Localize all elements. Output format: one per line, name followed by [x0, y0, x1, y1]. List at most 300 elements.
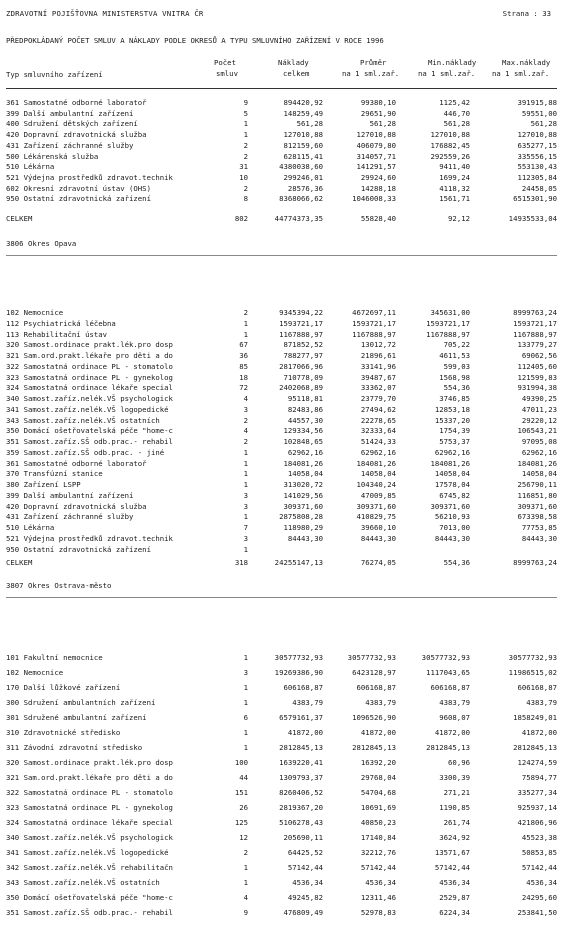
cell-min: 292559,26	[430, 151, 470, 161]
total-cost: 24255147,13	[274, 558, 323, 567]
cell-cost: 8260406,52	[279, 788, 323, 797]
cell-cost: 710778,09	[283, 372, 323, 382]
cell-avg: 606168,87	[356, 683, 396, 692]
cell-cost: 205690,11	[283, 833, 323, 842]
table-row	[6, 491, 557, 501]
cell-cost: 4536,34	[292, 878, 323, 887]
cell-min: 4383,79	[439, 698, 470, 707]
table-row	[6, 534, 557, 544]
organization-name: ZDRAVOTNÍ POJIŠŤOVNA MINISTERSTVA VNITRA ČR	[6, 9, 204, 18]
cell-avg: 22278,65	[360, 415, 396, 425]
cell-type: 310 Zdravotnické středisko	[6, 728, 121, 737]
cell-max: 635277,15	[517, 140, 557, 150]
table-row	[6, 818, 557, 828]
cell-type: 311 Závodní zdravotní středisko	[6, 743, 143, 752]
cell-max: 14058,04	[521, 469, 557, 479]
cell-cost: 6579161,37	[279, 713, 323, 722]
cell-max: 6515301,90	[513, 194, 557, 204]
cell-type: 322 Samostatná ordinace PL - stomatolo	[6, 361, 173, 371]
table-row	[6, 459, 557, 469]
cell-avg: 29768,04	[360, 773, 396, 782]
cell-type: 170 Další lůžkové zařízení	[6, 683, 121, 692]
cell-min: 4536,34	[439, 878, 470, 887]
table-row	[6, 833, 557, 843]
table-row	[6, 893, 557, 903]
table-row	[6, 788, 557, 798]
cell-type: 341 Samost.zaříz.nelék.VŠ logopedické	[6, 404, 169, 414]
table-row	[6, 162, 557, 172]
table-row	[6, 773, 557, 783]
cell-min: 4118,32	[439, 183, 470, 193]
cell-max: 133779,27	[517, 340, 557, 350]
cell-min: 1167888,97	[426, 329, 470, 339]
cell-count: 31	[239, 162, 248, 172]
cell-max: 75894,77	[521, 773, 557, 782]
cell-cost: 129334,56	[283, 426, 323, 436]
cell-count: 9	[243, 98, 248, 107]
cell-max: 106543,21	[517, 426, 557, 436]
cell-type: 112 Psychiatrická léčebna	[6, 318, 116, 328]
cell-min: 1190,85	[439, 803, 470, 812]
cell-max: 931994,38	[517, 383, 557, 393]
cell-type: 399 Další ambulantní zařízení	[6, 108, 134, 118]
cell-type: 301 Sdružené ambulantní zařízení	[6, 713, 147, 722]
cell-max: 391915,88	[517, 98, 557, 107]
cell-count: 1	[243, 119, 248, 129]
cell-cost: 561,28	[296, 119, 323, 129]
cell-type: 510 Lékárna	[6, 523, 55, 532]
table-row	[6, 405, 557, 415]
cell-cost: 4380038,60	[279, 162, 323, 172]
table-row	[6, 863, 557, 873]
cell-max: 925937,14	[517, 803, 557, 812]
cell-count: 1	[243, 728, 248, 737]
cell-cost: 84443,30	[287, 533, 323, 543]
col-max-header-2: na 1 sml.zař.	[492, 69, 550, 78]
cell-type: 350 Domácí ošetřovatelská péče "home-c	[6, 893, 173, 902]
total-max: 14935533,04	[508, 214, 557, 223]
cell-count: 125	[234, 818, 248, 827]
cell-avg: 39660,10	[360, 523, 396, 532]
cell-count: 1	[243, 447, 248, 457]
cell-cost: 44557,30	[287, 415, 323, 425]
cell-count: 2	[243, 308, 248, 317]
cell-avg: 127010,88	[356, 130, 396, 140]
cell-max: 127010,88	[517, 130, 557, 140]
cell-max: 421806,96	[517, 818, 557, 827]
cell-type: 399 Další ambulantní zařízení	[6, 490, 134, 500]
cell-count: 2	[243, 437, 248, 446]
cell-count: 2	[243, 848, 248, 857]
section-title-ostrava: 3807 Okres Ostrava-město	[6, 581, 112, 590]
cell-cost: 476809,49	[283, 908, 323, 917]
cell-count: 3	[243, 668, 248, 677]
cell-avg: 16392,20	[360, 758, 396, 767]
cell-max: 84443,30	[521, 533, 557, 543]
cell-cost: 313020,72	[283, 480, 323, 489]
cell-max: 1858249,01	[513, 713, 557, 722]
cell-cost: 812159,60	[283, 140, 323, 150]
cell-min: 309371,60	[430, 501, 470, 511]
cell-avg: 104340,24	[356, 480, 396, 489]
cell-max: 309371,60	[517, 501, 557, 511]
cell-cost: 127010,88	[283, 130, 323, 140]
cell-max: 116851,80	[517, 490, 557, 500]
cell-max: 62962,16	[521, 447, 557, 457]
cell-min: 1754,39	[439, 426, 470, 436]
cell-cost: 2812845,13	[279, 743, 323, 752]
cell-count: 67	[239, 340, 248, 350]
cell-avg: 14058,04	[360, 469, 396, 479]
table-row	[6, 743, 557, 753]
cell-avg: 4536,34	[365, 878, 396, 887]
total-cost: 44774373,35	[274, 214, 323, 223]
table-row	[6, 330, 557, 340]
cell-avg: 27494,62	[360, 404, 396, 414]
col-min-header-1: Min.náklady	[428, 58, 477, 67]
cell-type: 950 Ostatní zdravotnická zařízení	[6, 544, 151, 554]
cell-count: 10	[239, 172, 248, 182]
cell-avg: 4672697,11	[352, 308, 396, 317]
cell-min: 271,21	[443, 788, 470, 797]
col-count-header-2: smluv	[216, 69, 238, 78]
cell-cost: 41872,00	[287, 728, 323, 737]
cell-cost: 19269386,90	[274, 668, 323, 677]
cell-count: 12	[239, 833, 248, 842]
cell-type: 400 Sdružení dětských zařízení	[6, 119, 138, 129]
table-row	[6, 319, 557, 329]
cell-min: 2529,87	[439, 893, 470, 902]
cell-max: 553130,43	[517, 162, 557, 172]
table-row	[6, 803, 557, 813]
cell-avg: 6423128,97	[352, 668, 396, 677]
cell-count: 8	[243, 194, 248, 204]
cell-cost: 141029,56	[283, 490, 323, 500]
cell-min: 57142,44	[434, 863, 470, 872]
cell-count: 85	[239, 361, 248, 371]
cell-min: 127010,88	[430, 130, 470, 140]
table-row	[6, 426, 557, 436]
cell-max: 2812845,13	[513, 743, 557, 752]
cell-type: 359 Samost.zaříz.SŠ odb.prac. - jiné	[6, 447, 165, 457]
table-row	[6, 848, 557, 858]
cell-count: 1	[243, 653, 248, 662]
cell-min: 1561,71	[439, 194, 470, 204]
cell-type: 350 Domácí ošetřovatelská péče "home-c	[6, 426, 173, 436]
cell-cost: 2402068,89	[279, 383, 323, 393]
cell-cost: 1593721,17	[279, 318, 323, 328]
cell-type: 343 Samost.zaříz.nelék.VŠ ostatních	[6, 415, 160, 425]
cell-type: 343 Samost.zaříz.nelék.VŠ ostatních	[6, 878, 160, 887]
cell-avg: 410829,75	[356, 512, 396, 522]
cell-avg: 561,28	[369, 119, 396, 129]
cell-min: 60,96	[448, 758, 470, 767]
cell-avg: 62962,16	[360, 447, 396, 457]
cell-avg: 32333,64	[360, 426, 396, 436]
cell-avg: 2812845,13	[352, 743, 396, 752]
cell-avg: 314057,71	[356, 151, 396, 161]
table-row	[6, 383, 557, 393]
cell-avg: 30577732,93	[347, 653, 396, 662]
total-label: CELKEM	[6, 558, 33, 567]
cell-type: 431 Zařízení záchranné služby	[6, 140, 134, 150]
cell-type: 420 Dopravní zdravotnická služba	[6, 501, 147, 511]
cell-count: 1	[243, 863, 248, 872]
table-row	[6, 698, 557, 708]
cell-cost: 309371,60	[283, 501, 323, 511]
cell-type: 351 Samost.zaříz.SŠ odb.prac.- rehabil	[6, 437, 173, 446]
table-row	[6, 469, 557, 479]
cell-count: 36	[239, 351, 248, 360]
cell-count: 3	[243, 533, 248, 543]
cell-max: 184081,26	[517, 458, 557, 468]
total-avg: 55828,40	[360, 214, 396, 223]
cell-count: 1	[243, 469, 248, 479]
cell-cost: 95118,81	[287, 394, 323, 403]
cell-count: 6	[243, 713, 248, 722]
table-row	[6, 437, 557, 447]
cell-count: 1	[243, 458, 248, 468]
col-type-header: Typ smluvního zařízení	[6, 70, 103, 79]
col-avg-header-1: Průměr	[360, 58, 387, 67]
cell-min: 554,36	[443, 383, 470, 393]
cell-type: 323 Samostatná ordinace PL - gynekolog	[6, 372, 173, 382]
cell-max: 335277,34	[517, 788, 557, 797]
cell-max: 24458,05	[521, 183, 557, 193]
cell-cost: 5106278,43	[279, 818, 323, 827]
col-min-header-2: na 1 sml.zař.	[418, 69, 476, 78]
cell-min: 1593721,17	[426, 318, 470, 328]
cell-cost: 1639220,41	[279, 758, 323, 767]
cell-max: 29220,12	[521, 415, 557, 425]
cell-avg: 13012,72	[360, 340, 396, 350]
cell-avg: 29651,90	[360, 108, 396, 118]
cell-type: 341 Samost.zaříz.nelék.VŠ logopedické	[6, 848, 169, 857]
cell-cost: 62962,16	[287, 447, 323, 457]
cell-avg: 23779,70	[360, 394, 396, 403]
cell-max: 69062,56	[521, 351, 557, 360]
cell-min: 1125,42	[439, 98, 470, 107]
cell-max: 77753,85	[521, 523, 557, 532]
cell-cost: 299246,01	[283, 172, 323, 182]
col-avg-header-2: na 1 sml.zař.	[342, 69, 400, 78]
cell-avg: 54704,68	[360, 788, 396, 797]
cell-count: 7	[243, 523, 248, 532]
cell-max: 256790,11	[517, 480, 557, 489]
cell-max: 97095,08	[521, 437, 557, 446]
cell-min: 14058,04	[434, 469, 470, 479]
cell-avg: 51424,33	[360, 437, 396, 446]
cell-min: 606168,87	[430, 683, 470, 692]
cell-type: 521 Výdejna prostředků zdravot.technik	[6, 172, 173, 182]
cell-min: 1117043,65	[426, 668, 470, 677]
cell-type: 500 Lékárenská služba	[6, 151, 99, 161]
col-max-header-1: Max.náklady	[502, 58, 551, 67]
cell-cost: 49245,82	[287, 893, 323, 902]
table-row	[6, 653, 557, 663]
cell-min: 6745,82	[439, 490, 470, 500]
cell-type: 420 Dopravní zdravotnická služba	[6, 130, 147, 140]
cell-type: 431 Zařízení záchranné služby	[6, 512, 134, 522]
section-rule	[6, 597, 557, 598]
cell-cost: 9345394,22	[279, 308, 323, 317]
cell-avg: 33141,96	[360, 361, 396, 371]
cell-min: 261,74	[443, 818, 470, 827]
table-row	[6, 340, 557, 350]
cell-avg: 309371,60	[356, 501, 396, 511]
cell-avg: 4383,79	[365, 698, 396, 707]
cell-min: 1568,98	[439, 372, 470, 382]
cell-avg: 1096526,90	[352, 713, 396, 722]
cell-min: 7013,00	[439, 523, 470, 532]
cell-min: 5753,37	[439, 437, 470, 446]
table-row	[6, 545, 557, 555]
cell-type: 521 Výdejna prostředků zdravot.technik	[6, 533, 173, 543]
cell-cost: 28576,36	[287, 183, 323, 193]
cell-avg: 406079,80	[356, 140, 396, 150]
cell-max: 45523,38	[521, 833, 557, 842]
table-row	[6, 448, 557, 458]
cell-count: 1	[243, 743, 248, 752]
cell-type: 320 Samost.ordinace prakt.lék.pro dosp	[6, 758, 173, 767]
cell-cost: 102848,65	[283, 437, 323, 446]
cell-count: 1	[243, 683, 248, 692]
section-total-opava	[6, 558, 557, 568]
table-row	[6, 152, 557, 162]
table-row	[6, 480, 557, 490]
cell-min: 4611,53	[439, 351, 470, 360]
cell-max: 112305,84	[517, 172, 557, 182]
col-count-header-1: Počet	[214, 58, 236, 67]
cell-cost: 788277,97	[283, 351, 323, 360]
cell-count: 4	[243, 426, 248, 436]
cell-count: 5	[243, 108, 248, 118]
cell-avg: 14288,18	[360, 183, 396, 193]
cell-type: 321 Sam.ord.prakt.lékaře pro děti a do	[6, 773, 173, 782]
cell-max: 50853,85	[521, 848, 557, 857]
cell-min: 41872,00	[434, 728, 470, 737]
header-rule	[6, 88, 557, 89]
cell-count: 3	[243, 501, 248, 511]
cell-type: 322 Samostatná ordinace PL - stomatolo	[6, 788, 173, 797]
cell-max: 1593721,17	[513, 318, 557, 328]
cell-cost: 118980,29	[283, 523, 323, 532]
cell-avg: 21896,61	[360, 351, 396, 360]
cell-avg: 52978,83	[360, 908, 396, 917]
cell-cost: 1167888,97	[279, 329, 323, 339]
cell-type: 324 Samostatná ordinace lékaře special	[6, 818, 173, 827]
cell-avg: 12311,46	[360, 893, 396, 902]
cell-avg: 33362,07	[360, 383, 396, 393]
cell-type: 300 Sdružení ambulantních zařízení	[6, 698, 156, 707]
cell-min: 705,22	[443, 340, 470, 350]
cell-count: 2	[243, 151, 248, 161]
cell-avg: 1593721,17	[352, 318, 396, 328]
cell-type: 342 Samost.zaříz.nelék.VŠ rehabilitačn	[6, 863, 173, 872]
cell-cost: 2819367,20	[279, 803, 323, 812]
table-row	[6, 668, 557, 678]
table-row	[6, 308, 557, 318]
cell-count: 1	[243, 544, 248, 554]
cell-count: 1	[243, 318, 248, 328]
cell-type: 324 Samostatná ordinace lékaře special	[6, 383, 173, 393]
table-row	[6, 728, 557, 738]
cell-min: 62962,16	[434, 447, 470, 457]
cell-cost: 64425,52	[287, 848, 323, 857]
total-avg: 76274,05	[360, 558, 396, 567]
table-row	[6, 130, 557, 140]
cell-min: 12853,18	[434, 404, 470, 414]
cell-cost: 4383,79	[292, 698, 323, 707]
cell-type: 113 Rehabilitační ústav	[6, 329, 108, 339]
cell-avg: 184081,26	[356, 458, 396, 468]
cell-count: 100	[234, 758, 248, 767]
table-row	[6, 109, 557, 119]
cell-max: 24295,60	[521, 893, 557, 902]
section-rule	[6, 255, 557, 256]
cell-avg: 17140,84	[360, 833, 396, 842]
cell-cost: 8368066,62	[279, 194, 323, 204]
cell-avg: 57142,44	[360, 863, 396, 872]
cell-cost: 894420,92	[283, 98, 323, 107]
cell-min: 446,70	[443, 108, 470, 118]
cell-cost: 606168,87	[283, 683, 323, 692]
table-row	[6, 683, 557, 693]
table-row	[6, 502, 557, 512]
cell-min: 345631,00	[430, 308, 470, 317]
cell-type: 340 Samost.zaříz.nelék.VŠ psychologick	[6, 394, 173, 403]
cell-avg: 141291,57	[356, 162, 396, 172]
cell-avg: 29924,60	[360, 172, 396, 182]
cell-cost: 57142,44	[287, 863, 323, 872]
cell-count: 44	[239, 773, 248, 782]
cell-max: 253841,50	[517, 908, 557, 917]
table-row	[6, 713, 557, 723]
cell-count: 9	[243, 908, 248, 917]
cell-min: 176882,45	[430, 140, 470, 150]
cell-max: 57142,44	[521, 863, 557, 872]
cell-min: 3746,85	[439, 394, 470, 403]
cell-max: 41872,00	[521, 728, 557, 737]
cell-cost: 148259,49	[283, 108, 323, 118]
cell-min: 599,03	[443, 361, 470, 371]
cell-min: 184081,26	[430, 458, 470, 468]
cell-cost: 628115,41	[283, 151, 323, 161]
cell-type: 101 Fakultní nemocnice	[6, 653, 103, 662]
page-number: Strana : 33	[502, 9, 551, 18]
cell-count: 1	[243, 329, 248, 339]
table-row	[6, 908, 557, 918]
cell-cost: 14058,04	[287, 469, 323, 479]
cell-max: 8999763,24	[513, 308, 557, 317]
cell-cost: 82483,86	[287, 404, 323, 414]
table-row	[6, 98, 557, 108]
cell-max: 673398,58	[517, 512, 557, 522]
cell-count: 1	[243, 878, 248, 887]
cell-type: 950 Ostatní zdravotnická zařízení	[6, 194, 151, 204]
cell-type: 102 Nemocnice	[6, 308, 64, 317]
report-title: PŘEDPOKLÁDANÝ POČET SMLUV A NÁKLADY PODLE OKRESŮ A TYPU SMLUVNÍHO ZAŘÍZENÍ V ROCE 1996	[6, 36, 384, 45]
cell-max: 606168,87	[517, 683, 557, 692]
cell-max: 335556,15	[517, 151, 557, 161]
cell-count: 26	[239, 803, 248, 812]
cell-max: 121599,83	[517, 372, 557, 382]
table-row	[6, 362, 557, 372]
cell-count: 151	[234, 788, 248, 797]
cell-max: 112405,60	[517, 361, 557, 371]
cell-type: 380 Zařízení LSPP	[6, 480, 81, 489]
cell-count: 4	[243, 893, 248, 902]
